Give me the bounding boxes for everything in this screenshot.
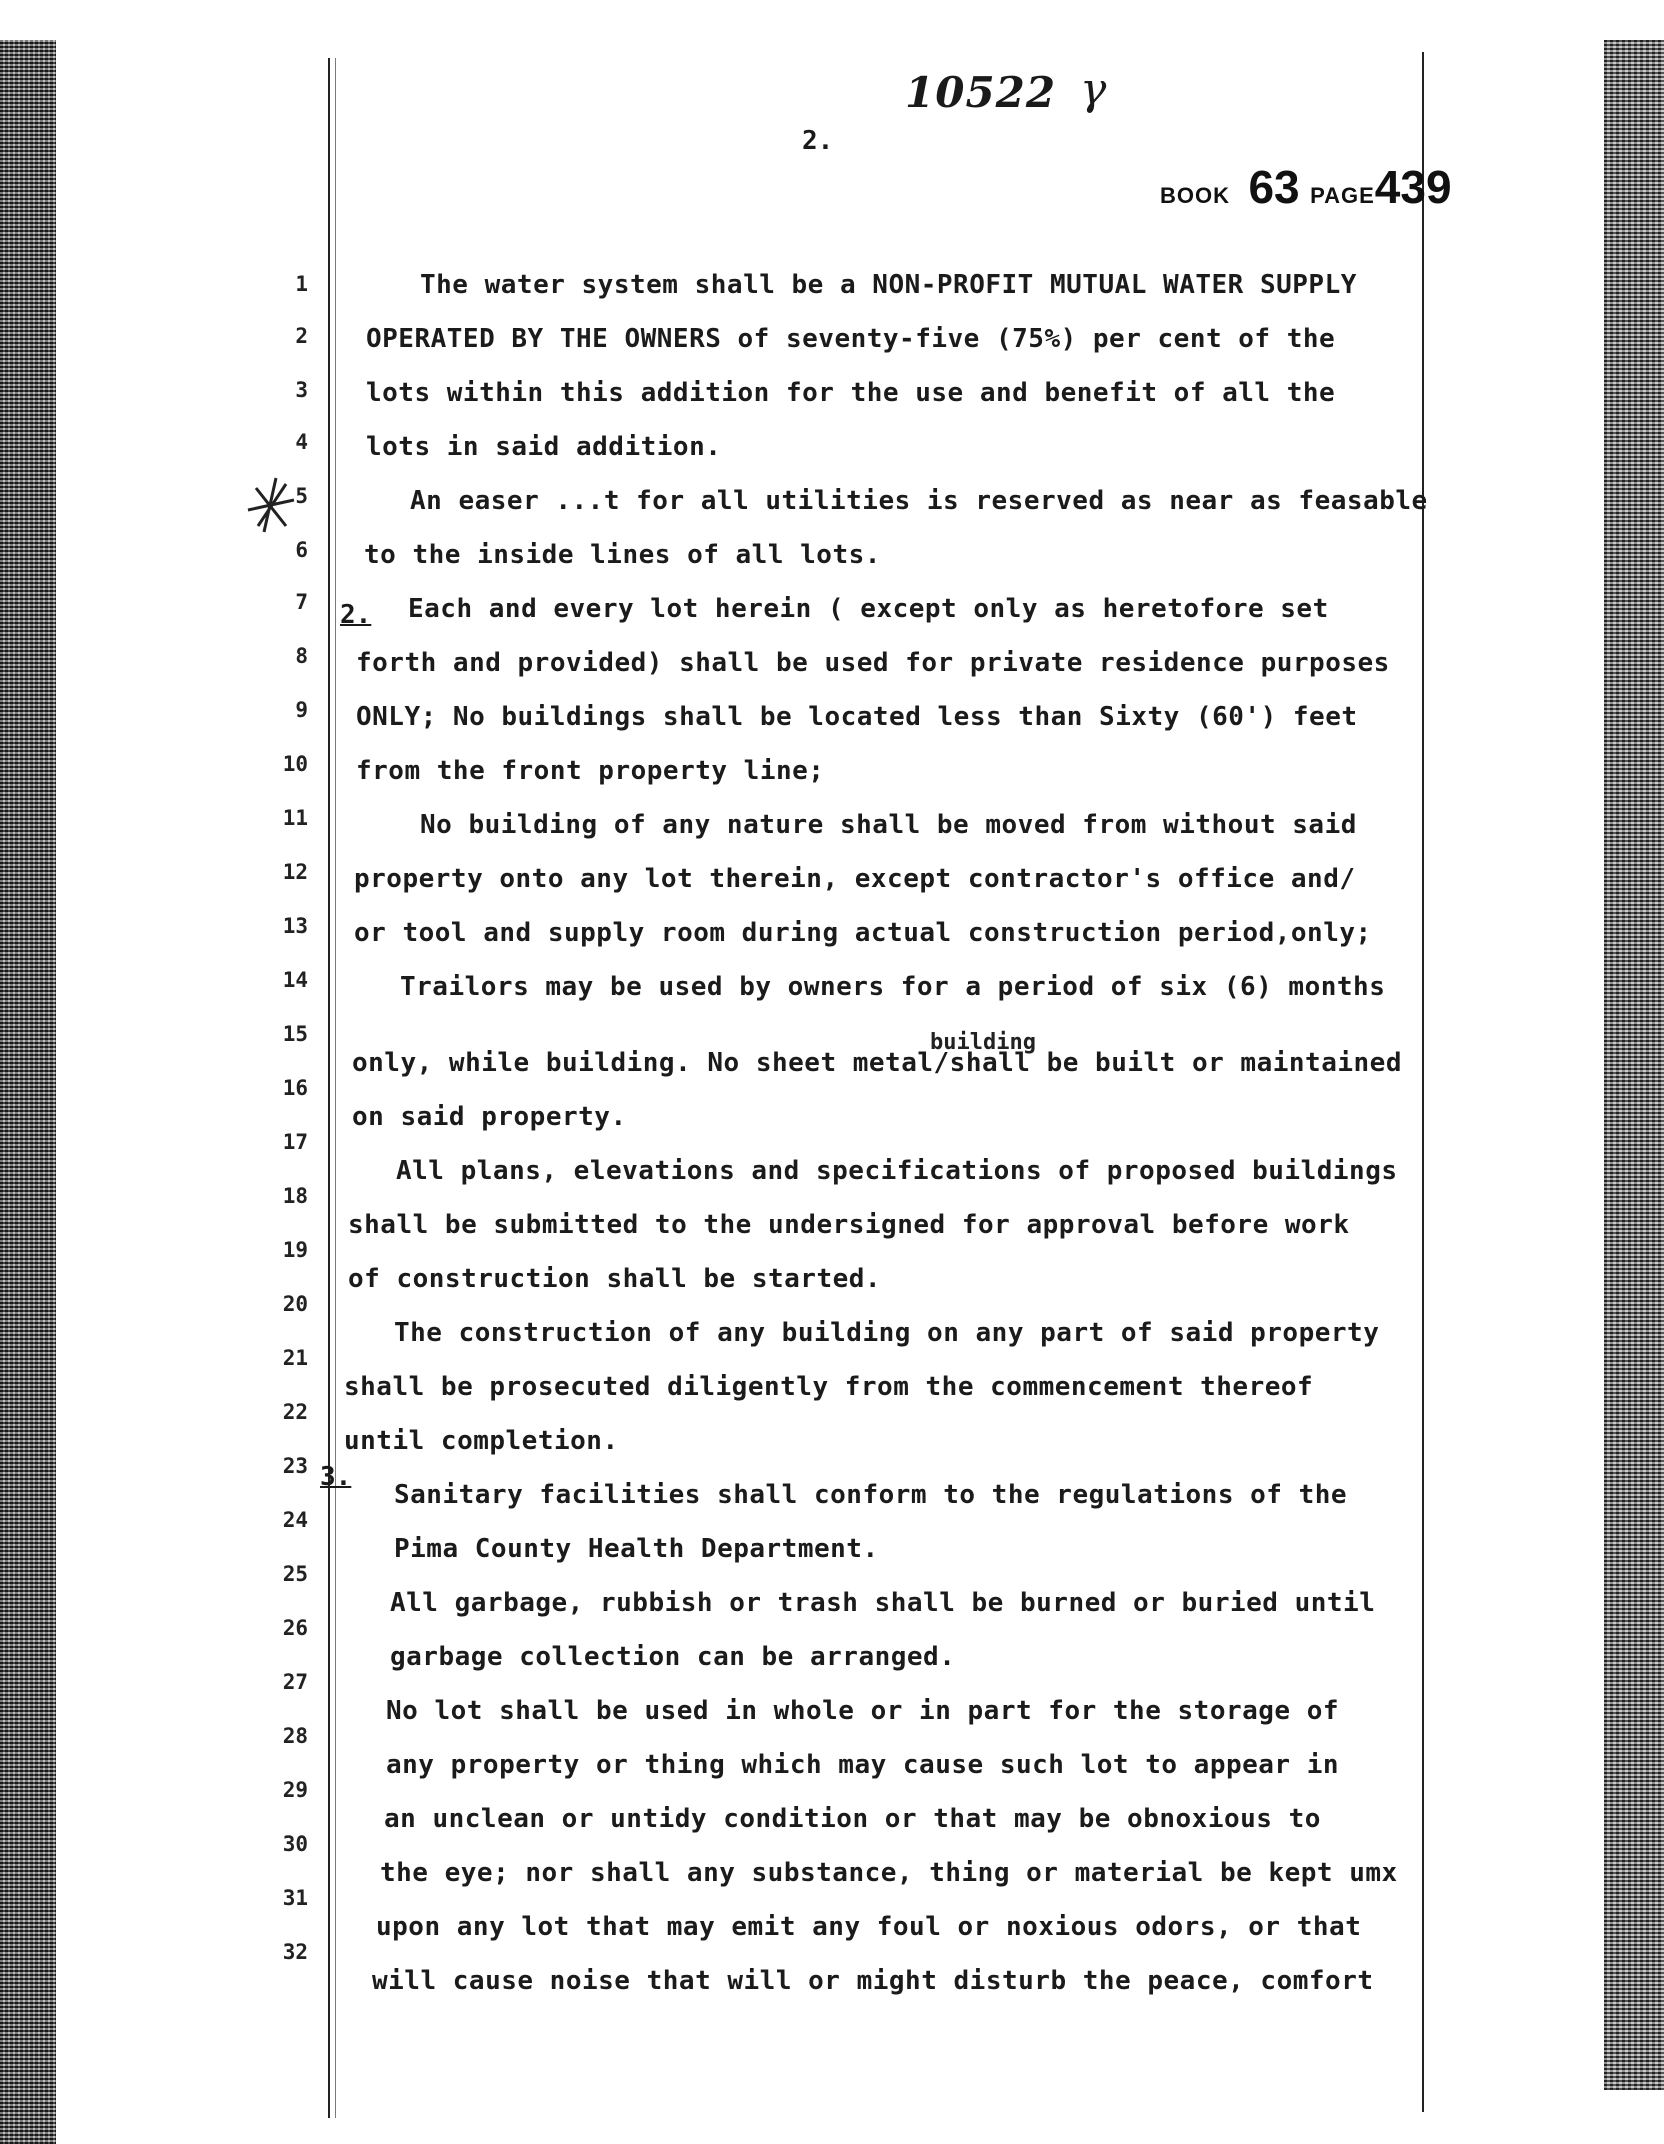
body-line: property onto any lot therein, except contractor's office and/ (354, 864, 1356, 894)
line-number: 21 (282, 1346, 308, 1370)
body-line: lots in said addition. (366, 432, 722, 462)
document-number: 10522 (905, 68, 1057, 117)
body-line: until completion. (344, 1426, 619, 1456)
body-line: An easer ...t for all utilities is reserved as near as feasable (410, 486, 1428, 516)
body-line: or tool and supply room during actual construction period,only; (354, 918, 1372, 948)
line-number: 2 (295, 324, 308, 348)
body-line: an unclean or untidy condition or that may be obnoxious to (384, 1804, 1321, 1834)
body-line: the eye; nor shall any substance, thing or material be kept umx (380, 1858, 1398, 1888)
line-number: 25 (282, 1562, 308, 1586)
line-number: 30 (282, 1832, 308, 1856)
body-line: Pima County Health Department. (394, 1534, 879, 1564)
left-margin-rule (328, 58, 330, 2118)
body-line: any property or thing which may cause such lot to appear in (386, 1750, 1340, 1780)
book-number: 63 (1248, 161, 1300, 213)
page-number: 2. (802, 126, 834, 156)
body-line: only, while building. No sheet metal/shall be built or maintained (352, 1048, 1402, 1078)
body-line: of construction shall be started. (348, 1264, 882, 1294)
body-line: to the inside lines of all lots. (364, 540, 881, 570)
right-margin-rule (1422, 52, 1424, 2112)
body-line: ONLY; No buildings shall be located less than Sixty (60') feet (356, 702, 1358, 732)
body-line: The construction of any building on any part of said property (394, 1318, 1380, 1348)
line-number: 10 (282, 752, 308, 776)
document-mark: γ (1080, 64, 1107, 115)
left-margin-rule-inner (335, 58, 336, 2118)
line-number: 7 (295, 590, 308, 614)
line-number: 24 (282, 1508, 308, 1532)
body-line: All garbage, rubbish or trash shall be burned or buried until (390, 1588, 1376, 1618)
body-line: garbage collection can be arranged. (390, 1642, 956, 1672)
line-number: 15 (282, 1022, 308, 1046)
line-number: 12 (282, 860, 308, 884)
line-number: 26 (282, 1616, 308, 1640)
body-line: No building of any nature shall be moved from without said (420, 810, 1357, 840)
line-number: 22 (282, 1400, 308, 1424)
line-number: 4 (295, 430, 308, 454)
line-number: 11 (282, 806, 308, 830)
line-number: 17 (282, 1130, 308, 1154)
line-number: 31 (282, 1886, 308, 1910)
body-line: No lot shall be used in whole or in part for the storage of (386, 1696, 1340, 1726)
line-number: 8 (295, 644, 308, 668)
line-number: 27 (282, 1670, 308, 1694)
line-number: 20 (282, 1292, 308, 1316)
line-number: 13 (282, 914, 308, 938)
line-number: 32 (282, 1940, 308, 1964)
body-line: Each and every lot herein ( except only as heretofore set (408, 594, 1329, 624)
line-number: 18 (282, 1184, 308, 1208)
line-number: 23 (282, 1454, 308, 1478)
body-line: shall be prosecuted diligently from the commencement thereof (344, 1372, 1314, 1402)
body-line: upon any lot that may emit any foul or noxious odors, or that (376, 1912, 1362, 1942)
line-number: 16 (282, 1076, 308, 1100)
body-line: shall be submitted to the undersigned for approval before work (348, 1210, 1350, 1240)
line-number: 6 (295, 538, 308, 562)
line-number: 14 (282, 968, 308, 992)
page-reference: 439 (1374, 161, 1452, 213)
line-number: 9 (295, 698, 308, 722)
body-line: from the front property line; (356, 756, 825, 786)
body-line: Sanitary facilities shall conform to the regulations of the (394, 1480, 1348, 1510)
interlinear-insertion: building (930, 1030, 1036, 1055)
body-line: All plans, elevations and specifications of proposed buildings (396, 1156, 1398, 1186)
section-number-2: 2. (340, 600, 372, 630)
section-number-3: 3. (320, 1462, 352, 1492)
body-line: on said property. (352, 1102, 627, 1132)
line-number: 3 (295, 378, 308, 402)
book-label: BOOK (1160, 183, 1230, 208)
body-line: lots within this addition for the use and benefit of all the (366, 378, 1336, 408)
line-number: 29 (282, 1778, 308, 1802)
scan-edge-right (1604, 40, 1664, 2090)
scan-edge-left (0, 40, 56, 2144)
book-page-reference (1160, 160, 1452, 214)
body-line: Trailors may be used by owners for a period of six (6) months (400, 972, 1386, 1002)
line-number: 5 (295, 484, 308, 508)
body-line: OPERATED BY THE OWNERS of seventy-five (75%) per cent of the (366, 324, 1336, 354)
body-line: forth and provided) shall be used for private residence purposes (356, 648, 1390, 678)
body-line: The water system shall be a NON-PROFIT MUTUAL WATER SUPPLY (420, 270, 1357, 300)
page-label: PAGE (1310, 183, 1375, 208)
line-number: 28 (282, 1724, 308, 1748)
line-number: 1 (295, 272, 308, 296)
body-line: will cause noise that will or might disturb the peace, comfort (372, 1966, 1374, 1996)
line-number: 19 (282, 1238, 308, 1262)
